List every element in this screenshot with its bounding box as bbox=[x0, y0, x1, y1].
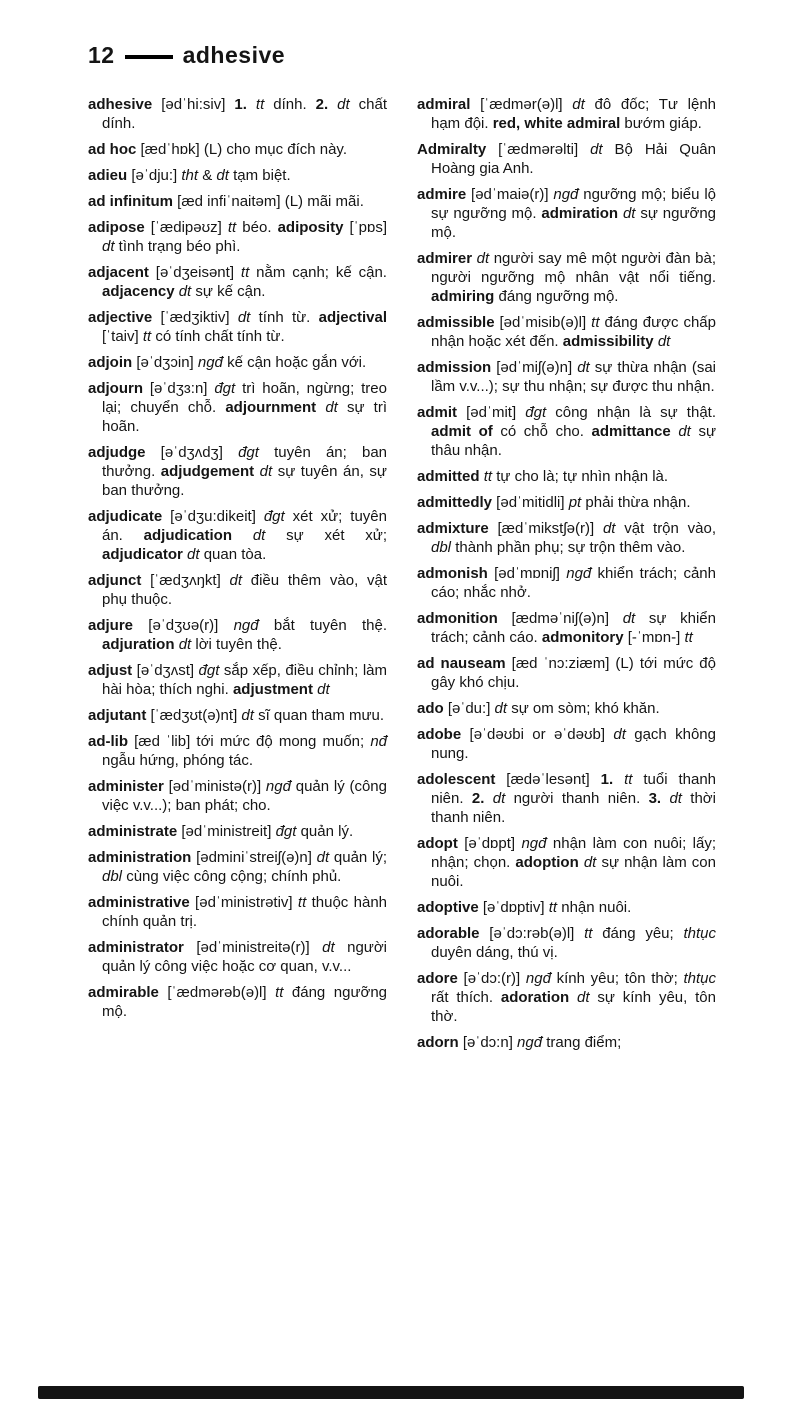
pos-tag: dt bbox=[178, 283, 192, 300]
bold-segment: adjacent bbox=[88, 264, 149, 281]
bold-segment: adieu bbox=[88, 167, 128, 184]
pos-tag: dt bbox=[237, 309, 251, 326]
dictionary-entry bbox=[417, 493, 716, 512]
bold-segment: administer bbox=[88, 778, 164, 795]
page-header bbox=[88, 42, 716, 69]
text-segment: & bbox=[198, 167, 217, 184]
text-segment: duyên dáng, thú vị. bbox=[431, 944, 558, 961]
bold-segment: adjudicate bbox=[88, 508, 163, 525]
pos-tag: dt bbox=[492, 790, 506, 807]
pos-tag: ngđ bbox=[265, 778, 291, 795]
pos-tag: dt bbox=[613, 726, 626, 743]
pos-tag: đgt bbox=[238, 444, 259, 461]
text-segment: sĩ quan tham mưu. bbox=[253, 707, 385, 724]
dictionary-entry bbox=[88, 263, 387, 301]
text-segment: người say mê một người đàn bà; người ngưỡng mộ nhân vật nổi tiếng. bbox=[431, 250, 716, 286]
bold-segment: adjust bbox=[88, 662, 133, 679]
bold-segment: administrate bbox=[88, 823, 178, 840]
column-right bbox=[417, 95, 716, 1059]
text-segment: [ədˈmiʃ(ə)n] bbox=[491, 359, 578, 376]
text-segment bbox=[232, 527, 253, 544]
text-segment: quản lý (công việc v.v...); ban phát; cho. bbox=[102, 778, 387, 814]
pos-tag: dt bbox=[241, 707, 254, 724]
pos-tag: đgt bbox=[263, 508, 285, 525]
bold-segment: admission bbox=[417, 359, 492, 376]
pos-tag: dt bbox=[476, 250, 490, 267]
text-segment: [ədminiˈstreiʃ(ə)n] bbox=[191, 849, 317, 866]
text-segment: trang điểm; bbox=[542, 1034, 622, 1051]
pos-tag: dt bbox=[229, 572, 243, 589]
dictionary-entry bbox=[88, 616, 387, 654]
text-segment: tính từ. bbox=[250, 309, 319, 326]
bold-segment: adiposity bbox=[277, 219, 344, 236]
bold-segment: administrative bbox=[88, 894, 190, 911]
bold-segment: admiral bbox=[417, 96, 471, 113]
pos-tag: tt bbox=[624, 771, 633, 788]
pos-tag: tt bbox=[142, 328, 152, 345]
text-segment: sự ngưỡng mộ. bbox=[431, 205, 717, 241]
dictionary-entry bbox=[88, 777, 387, 815]
bold-segment: adolescent bbox=[417, 771, 496, 788]
bold-segment: 3. bbox=[648, 790, 662, 807]
text-segment bbox=[613, 771, 624, 788]
bold-segment: 1. bbox=[234, 96, 247, 113]
dictionary-entry bbox=[417, 564, 716, 602]
bold-segment: adorn bbox=[417, 1034, 459, 1051]
bold-segment: administrator bbox=[88, 939, 184, 956]
text-segment: [ˈædʒʌŋkt] bbox=[141, 572, 230, 589]
text-segment bbox=[328, 96, 337, 113]
pos-tag: dt bbox=[622, 610, 636, 627]
text-segment: tạm biệt. bbox=[228, 167, 291, 184]
text-segment: thời thanh niên. bbox=[431, 790, 716, 826]
bold-segment: adore bbox=[417, 970, 458, 987]
text-segment: [əˈdʒʌst] bbox=[132, 662, 199, 679]
text-segment: ngẫu hứng, phóng tác. bbox=[102, 752, 253, 769]
text-segment: quản lý. bbox=[296, 823, 354, 840]
bold-segment: admixture bbox=[417, 520, 489, 537]
text-segment: ngưỡng mộ; biểu lộ sự ngưỡng mộ. bbox=[431, 186, 716, 222]
dictionary-entry bbox=[417, 898, 716, 917]
text-segment: phải thừa nhận. bbox=[581, 494, 691, 511]
pos-tag: đgt bbox=[275, 823, 297, 840]
dictionary-entry bbox=[417, 924, 716, 962]
text-segment: Bộ Hải Quân Hoàng gia Anh. bbox=[431, 141, 716, 177]
pos-tag: ngđ bbox=[233, 617, 259, 634]
text-segment: [əˈdʒɔin] bbox=[132, 354, 198, 371]
bold-segment: ad hoc bbox=[88, 141, 137, 158]
text-segment: [ædməˈniʃ(ə)n] bbox=[497, 610, 623, 627]
dictionary-entry bbox=[417, 249, 716, 306]
pos-tag: tt bbox=[684, 629, 693, 646]
columns-container bbox=[88, 95, 716, 1059]
dictionary-entry bbox=[88, 732, 387, 770]
dictionary-entry bbox=[88, 443, 387, 500]
pos-tag: dt bbox=[678, 423, 691, 440]
text-segment bbox=[484, 790, 492, 807]
pos-tag: đgt bbox=[214, 380, 236, 397]
text-segment: [əˈdəʊbi or əˈdəʊb] bbox=[461, 726, 614, 743]
pos-tag: nđ bbox=[370, 733, 387, 750]
text-segment: [əˈdʒɜ:n] bbox=[143, 380, 215, 397]
text-segment: [əˈdu:] bbox=[443, 700, 495, 717]
text-segment bbox=[316, 399, 325, 416]
dictionary-entry bbox=[88, 706, 387, 725]
text-segment: sự xét xử; bbox=[265, 527, 387, 544]
dictionary-entry bbox=[417, 358, 716, 396]
text-segment: cùng việc công cộng; chính phủ. bbox=[122, 868, 342, 885]
bold-segment: admirable bbox=[88, 984, 159, 1001]
text-segment: [ədˈmɒniʃ] bbox=[487, 565, 567, 582]
bold-segment: adjective bbox=[88, 309, 153, 326]
text-segment: [əˈdɔ:(r)] bbox=[457, 970, 526, 987]
text-segment: [-ˈmɒn-] bbox=[623, 629, 685, 646]
header-guide-word: adhesive bbox=[182, 42, 286, 68]
pos-tag: dt bbox=[259, 463, 273, 480]
dictionary-entry bbox=[88, 166, 387, 185]
text-segment: [ədˈministreit] bbox=[177, 823, 276, 840]
text-segment: chất dính. bbox=[102, 96, 388, 132]
text-segment: sắp xếp, điều chỉnh; làm hài hòa; thích nghi. bbox=[102, 662, 387, 698]
bold-segment: adjunct bbox=[88, 572, 142, 589]
text-segment: [ədˈhi:siv] bbox=[152, 96, 235, 113]
text-segment: [æd infiˈnaitəm] (L) mãi mãi. bbox=[173, 193, 364, 210]
pos-tag: tt bbox=[548, 899, 558, 916]
text-segment: xét xử; tuyên án. bbox=[102, 508, 387, 544]
pos-tag: dt bbox=[178, 636, 192, 653]
text-segment: [ædˈmikstʃə(r)] bbox=[488, 520, 603, 537]
dictionary-entry bbox=[417, 313, 716, 351]
text-segment: [ədˈministə(r)] bbox=[163, 778, 266, 795]
bold-segment: administration bbox=[88, 849, 192, 866]
text-segment: người quản lý công việc hoặc cơ quan, v.v... bbox=[102, 939, 388, 975]
pos-tag: dt bbox=[577, 989, 590, 1006]
text-segment: quan tòa. bbox=[199, 546, 267, 563]
text-segment: [əˈdʒu:dikeit] bbox=[162, 508, 264, 525]
bold-segment: adobe bbox=[417, 726, 462, 743]
pos-tag: ngđ bbox=[521, 835, 547, 852]
text-segment: bắt tuyên thệ. bbox=[258, 617, 387, 634]
bold-segment: ad nauseam bbox=[417, 655, 506, 672]
pos-tag: ngđ bbox=[525, 970, 551, 987]
pos-tag: ngđ bbox=[553, 186, 579, 203]
pos-tag: dt bbox=[577, 359, 590, 376]
bold-segment: adjudicator bbox=[102, 546, 183, 563]
text-segment: kế cận hoặc gắn với. bbox=[222, 354, 367, 371]
pos-tag: dbl bbox=[102, 868, 123, 885]
pos-tag: dt bbox=[622, 205, 636, 222]
bold-segment: adorable bbox=[417, 925, 480, 942]
dictionary-entry bbox=[88, 353, 387, 372]
bold-segment: adjudge bbox=[88, 444, 146, 461]
text-segment: đáng được chấp nhận hoặc xét đến. bbox=[431, 314, 716, 350]
text-segment: tuyên án; ban thưởng. bbox=[102, 444, 387, 480]
text-segment: đô đốc; Tư lệnh hạm đội. bbox=[431, 96, 716, 132]
page-number: 12 bbox=[88, 42, 115, 68]
dictionary-entry bbox=[88, 140, 387, 159]
bold-segment: adjuration bbox=[102, 636, 175, 653]
text-segment: [ædəˈlesənt] bbox=[495, 771, 601, 788]
bold-segment: ad infinitum bbox=[88, 193, 173, 210]
bold-segment: admit bbox=[417, 404, 458, 421]
bold-segment: adoptive bbox=[417, 899, 479, 916]
bold-segment: admonitory bbox=[541, 629, 624, 646]
text-segment: [ədˈmisib(ə)l] bbox=[494, 314, 592, 331]
dictionary-entry bbox=[417, 725, 716, 763]
text-segment: thuộc hành chính quản trị. bbox=[102, 894, 387, 930]
pos-tag: dt bbox=[102, 238, 115, 255]
pos-tag: tt bbox=[297, 894, 307, 911]
dictionary-entry bbox=[88, 983, 387, 1021]
text-segment: [əˈdju:] bbox=[127, 167, 182, 184]
bold-segment: red, white admiral bbox=[492, 115, 621, 132]
text-segment: [ədˈministrətiv] bbox=[189, 894, 298, 911]
header-rule bbox=[125, 55, 173, 59]
pos-tag: đgt bbox=[525, 404, 547, 421]
text-segment: [əˈdʒeisənt] bbox=[148, 264, 241, 281]
pos-tag: thtục bbox=[683, 970, 716, 987]
dictionary-entry bbox=[417, 969, 716, 1026]
dictionary-entry bbox=[88, 661, 387, 699]
pos-tag: thtục bbox=[683, 925, 716, 942]
bold-segment: adjournment bbox=[225, 399, 317, 416]
dictionary-entry bbox=[88, 379, 387, 436]
text-segment: đáng ngưỡng mộ. bbox=[494, 288, 619, 305]
dictionary-entry bbox=[417, 519, 716, 557]
bold-segment: admirer bbox=[417, 250, 473, 267]
text-segment: [əˈdʒʌdʒ] bbox=[145, 444, 239, 461]
text-segment: [ədˈmit] bbox=[457, 404, 526, 421]
text-segment: [əˈdɔ:n] bbox=[458, 1034, 518, 1051]
text-segment: có tính chất tính từ. bbox=[151, 328, 285, 345]
text-segment bbox=[569, 989, 577, 1006]
dictionary-entry bbox=[88, 308, 387, 346]
pos-tag: ngđ bbox=[566, 565, 592, 582]
bold-segment: adjoin bbox=[88, 354, 133, 371]
text-segment: người thanh niên. bbox=[505, 790, 649, 807]
dictionary-entry bbox=[88, 192, 387, 211]
pos-tag: dt bbox=[316, 849, 330, 866]
text-segment: lời tuyên thệ. bbox=[191, 636, 282, 653]
pos-tag: dt bbox=[337, 96, 350, 113]
text-segment: trì hoãn, ngừng; treo lại; chuyển chỗ. bbox=[102, 380, 387, 416]
text-segment: đáng yêu; bbox=[592, 925, 684, 942]
bold-segment: adjectival bbox=[318, 309, 387, 326]
text-segment: [ədˈmitidli] bbox=[492, 494, 569, 511]
bold-segment: adhesive bbox=[88, 96, 153, 113]
dictionary-entry bbox=[417, 834, 716, 891]
bold-segment: admonish bbox=[417, 565, 488, 582]
text-segment: nằm cạnh; kế cận. bbox=[249, 264, 387, 281]
dictionary-entry bbox=[88, 95, 387, 133]
text-segment: có chỗ cho. bbox=[492, 423, 592, 440]
bold-segment: adjutant bbox=[88, 707, 147, 724]
pos-tag: tt bbox=[255, 96, 265, 113]
dictionary-entry bbox=[417, 609, 716, 647]
pos-tag: tt bbox=[227, 219, 237, 236]
pos-tag: dt bbox=[657, 333, 671, 350]
text-segment: sự tuyên án, sự ban thưởng. bbox=[102, 463, 387, 499]
bold-segment: admiration bbox=[541, 205, 619, 222]
dictionary-entry bbox=[417, 185, 716, 242]
pos-tag: tht bbox=[181, 167, 199, 184]
dictionary-entry bbox=[417, 140, 716, 178]
dictionary-entry bbox=[88, 938, 387, 976]
text-segment: [əˈdɒpt] bbox=[457, 835, 522, 852]
text-segment: sự kính yêu, tôn thờ. bbox=[431, 989, 716, 1025]
text-segment: [ˈædʒiktiv] bbox=[152, 309, 238, 326]
column-left bbox=[88, 95, 387, 1059]
dictionary-entry bbox=[417, 403, 716, 460]
bold-segment: adoption bbox=[515, 854, 579, 871]
text-segment: bướm giáp. bbox=[620, 115, 702, 132]
text-segment bbox=[247, 96, 256, 113]
text-segment: [ədˈmaiə(r)] bbox=[466, 186, 554, 203]
pos-tag: tt bbox=[584, 925, 593, 942]
dictionary-entry bbox=[88, 822, 387, 841]
bold-segment: adjourn bbox=[88, 380, 143, 397]
text-segment: sự om sòm; khó khăn. bbox=[507, 700, 660, 717]
dictionary-entry bbox=[417, 1033, 716, 1052]
text-segment: [əˈdɔ:rəb(ə)l] bbox=[479, 925, 585, 942]
text-segment: [ˈædmər(ə)l] bbox=[470, 96, 573, 113]
bold-segment: adjacency bbox=[102, 283, 175, 300]
pos-tag: dt bbox=[494, 700, 508, 717]
bold-segment: adipose bbox=[88, 219, 145, 236]
text-segment: [ˈædʒʊt(ə)nt] bbox=[146, 707, 242, 724]
text-segment: [ˈtaiv] bbox=[102, 328, 143, 345]
pos-tag: ngđ bbox=[197, 354, 223, 371]
dictionary-entry bbox=[88, 218, 387, 256]
text-segment: dính. bbox=[264, 96, 316, 113]
bold-segment: adjudgement bbox=[160, 463, 255, 480]
bold-segment: adjustment bbox=[232, 681, 313, 698]
pos-tag: dt bbox=[322, 939, 335, 956]
pos-tag: dt bbox=[572, 96, 585, 113]
pos-tag: tt bbox=[240, 264, 250, 281]
text-segment: béo. bbox=[236, 219, 278, 236]
bold-segment: Admiralty bbox=[417, 141, 487, 158]
text-segment: điều thêm vào, vật phụ thuộc. bbox=[102, 572, 387, 608]
pos-tag: dt bbox=[252, 527, 266, 544]
text-segment: nhận nuôi. bbox=[557, 899, 632, 916]
text-segment: quản lý; bbox=[329, 849, 387, 866]
text-segment: sự kế cận. bbox=[191, 283, 266, 300]
dictionary-entry bbox=[417, 467, 716, 486]
bold-segment: 2. bbox=[471, 790, 485, 807]
text-segment: [æd ˈlib] tới mức độ mong muốn; bbox=[128, 733, 371, 750]
text-segment: tuổi thanh niên. bbox=[431, 771, 717, 807]
text-segment: vật trộn vào, bbox=[615, 520, 717, 537]
text-segment: gạch không nung. bbox=[431, 726, 716, 762]
dictionary-entry bbox=[88, 848, 387, 886]
bold-segment: ado bbox=[417, 700, 444, 717]
dictionary-entry bbox=[88, 507, 387, 564]
bold-segment: 1. bbox=[600, 771, 614, 788]
bold-segment: adjudication bbox=[143, 527, 232, 544]
pos-tag: dt bbox=[317, 681, 330, 698]
dictionary-entry bbox=[88, 571, 387, 609]
text-segment: [ˈædmərəb(ə)l] bbox=[158, 984, 276, 1001]
text-segment: [ˈpɒs] bbox=[343, 219, 388, 236]
text-segment: rất thích. bbox=[431, 989, 501, 1006]
bold-segment: admiring bbox=[431, 288, 495, 305]
text-segment: sự trì hoãn. bbox=[102, 399, 387, 435]
text-segment: khiển trách; cảnh cáo; nhắc nhở. bbox=[431, 565, 716, 601]
text-segment: công nhận là sự thật. bbox=[546, 404, 716, 421]
bold-segment: admissibility bbox=[562, 333, 654, 350]
pos-tag: dt bbox=[669, 790, 682, 807]
text-segment: sự khiển trách; cảnh cáo. bbox=[431, 610, 716, 646]
text-segment: [æd ˈnɔ:ziæm] (L) tới mức độ gây khó chịu. bbox=[431, 655, 716, 691]
pos-tag: tt bbox=[275, 984, 284, 1001]
bold-segment: adoration bbox=[500, 989, 570, 1006]
text-segment: [əˈdʒʊə(r)] bbox=[133, 617, 234, 634]
text-segment: đáng ngưỡng mộ. bbox=[102, 984, 388, 1020]
pos-tag: đgt bbox=[198, 662, 220, 679]
text-segment: sự thâu nhận. bbox=[431, 423, 716, 459]
pos-tag: pt bbox=[568, 494, 582, 511]
bold-segment: admonition bbox=[417, 610, 498, 627]
text-segment: [ədˈministreitə(r)] bbox=[183, 939, 323, 956]
bold-segment: admittedly bbox=[417, 494, 493, 511]
bold-segment: admissible bbox=[417, 314, 495, 331]
dictionary-entry bbox=[88, 893, 387, 931]
bold-segment: admit of bbox=[431, 423, 493, 440]
pos-tag: dbl bbox=[431, 539, 452, 556]
dictionary-entry bbox=[417, 654, 716, 692]
dictionary-entry bbox=[417, 95, 716, 133]
bold-segment: adjure bbox=[88, 617, 134, 634]
pos-tag: dt bbox=[602, 520, 616, 537]
pos-tag: tt bbox=[483, 468, 493, 485]
bold-segment: admittance bbox=[591, 423, 671, 440]
bold-segment: admitted bbox=[417, 468, 480, 485]
pos-tag: dt bbox=[187, 546, 200, 563]
text-segment: nhận làm con nuôi; lấy; nhận; chọn. bbox=[431, 835, 717, 871]
text-segment: [əˈdɒptiv] bbox=[478, 899, 549, 916]
bold-segment: admire bbox=[417, 186, 467, 203]
text-segment: tình trạng béo phì. bbox=[114, 238, 241, 255]
pos-tag: dt bbox=[583, 854, 597, 871]
bold-segment: ad-lib bbox=[88, 733, 128, 750]
pos-tag: dt bbox=[325, 399, 338, 416]
text-segment: kính yêu; tôn thờ; bbox=[550, 970, 684, 987]
pos-tag: tt bbox=[591, 314, 600, 331]
dictionary-entry bbox=[417, 770, 716, 827]
bold-segment: adopt bbox=[417, 835, 458, 852]
text-segment: tự cho là; tự nhìn nhận là. bbox=[492, 468, 669, 485]
pos-tag: dt bbox=[590, 141, 603, 158]
pos-tag: dt bbox=[216, 167, 229, 184]
text-segment: thành phần phụ; sự trộn thêm vào. bbox=[451, 539, 686, 556]
text-segment: [ˈædipəʊz] bbox=[144, 219, 228, 236]
page-bottom-scan-bar bbox=[38, 1386, 744, 1399]
text-segment: [ˈædmərəlti] bbox=[486, 141, 591, 158]
dictionary-entry bbox=[417, 699, 716, 718]
text-segment: [ædˈhɒk] (L) cho mục đích này. bbox=[136, 141, 347, 158]
bold-segment: 2. bbox=[315, 96, 329, 113]
pos-tag: ngđ bbox=[517, 1034, 543, 1051]
text-segment: sự nhận làm con nuôi. bbox=[431, 854, 716, 890]
text-segment: sự thừa nhận (sai lầm v.v...); sự thu nhận; sự được thu nhận. bbox=[431, 359, 716, 395]
